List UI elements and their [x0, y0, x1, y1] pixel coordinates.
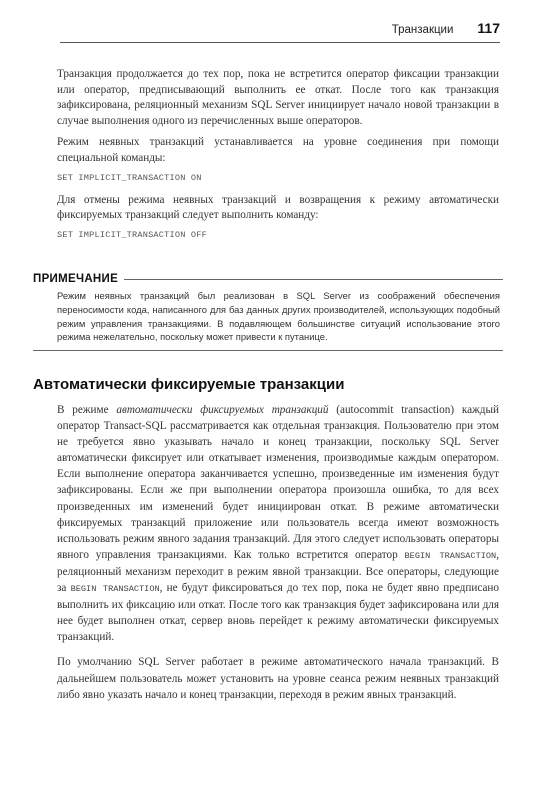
- paragraph: Режим неявных транзакций устанавливается на уровне соединения при помощи специальной команды:: [57, 136, 499, 164]
- paragraph: Транзакция продолжается до тех пор, пока не встретится оператор фиксации транзакции или оператор, предписывающий выполнить ее откат. После того как транзакция зафиксирована, реляционный механизм SQL Server инициирует начало новой транзакции в случае выполнения одного из перечисленных выше операторов.: [57, 68, 499, 127]
- code-line: SET IMPLICIT_TRANSACTION OFF: [57, 229, 207, 240]
- note-title: ПРИМЕЧАНИЕ: [33, 273, 119, 285]
- page-number: 117: [477, 20, 500, 36]
- note-bottom-rule: [33, 350, 503, 351]
- text-run: (autocommit transaction) каждый оператор Transact-SQL рассматривается как отдельная транзакция. Пользователю при этом не требуется явно указывать начало и конец транзакции, поскольку SQL Server автоматически фиксирует или откатывает изменения, производимые каждым оператором. Если выполнение оператора заканчивается успешно, произведенные им изменения будут зафиксированы. Если же при выполнении оператора произошла ошибка, то для всех произведенных им изменений будет инициирован откат. В режиме автоматически фиксируемых транзакций приложение или пользователь всегда имеют возможность использовать режим явного задания транзакций. Для этого следует использовать операторы явного управления транзакциями. Как только встретится оператор: [57, 404, 499, 561]
- note-rule: [124, 279, 503, 280]
- text-run: , не будут фиксироваться до тех пор, пока не будет явно предписано выполнить их фиксацию или откат. После того как транзакция будет зафиксирована или для нее будет выполнен откат, сервер вновь перейдет к режиму автоматически фиксируемых транзакций.: [57, 582, 499, 644]
- inline-code: BEGIN TRANSACTION: [404, 550, 497, 561]
- section-text: [57, 402, 499, 712]
- paragraph: Для отмены режима неявных транзакций и возвращения к режиму автоматически фиксируемых транзакций следует выполнить команду:: [57, 193, 499, 222]
- inline-code: BEGIN TRANSACTION: [70, 584, 160, 595]
- paragraph: По умолчанию SQL Server работает в режиме автоматического начала транзакций. В дальнейшем пользователь может установить на уровне сеанса режим неявных транзакций либо явно указать начало и конец транзакции, переходя в режим явных транзакций.: [57, 656, 499, 701]
- note-text: Режим неявных транзакций был реализован в SQL Server из соображений обеспечения переносимости кода, написанного для баз данных других производителей, использующих подобный режим управления транзакциями. В подавляющем большинстве ситуаций использование этого режима нежелательно, поскольку может привести к путанице.: [57, 290, 500, 343]
- running-header-chapter: Транзакции: [391, 24, 454, 36]
- note-heading: [33, 273, 503, 285]
- note-box: [33, 273, 503, 351]
- page-header: [60, 20, 500, 43]
- text-run: , реляционный механизм переходит в режим явной транзакции. Все операторы, следующие за: [57, 548, 500, 595]
- emphasized-term: автоматически фиксируемых транзакций: [116, 404, 329, 416]
- section-heading: Автоматически фиксируемые транзакции: [33, 376, 345, 393]
- paragraph: [57, 402, 499, 645]
- code-line: SET IMPLICIT_TRANSACTION ON: [57, 172, 202, 183]
- text-run: В режиме: [57, 404, 117, 416]
- intro-text: [57, 67, 499, 250]
